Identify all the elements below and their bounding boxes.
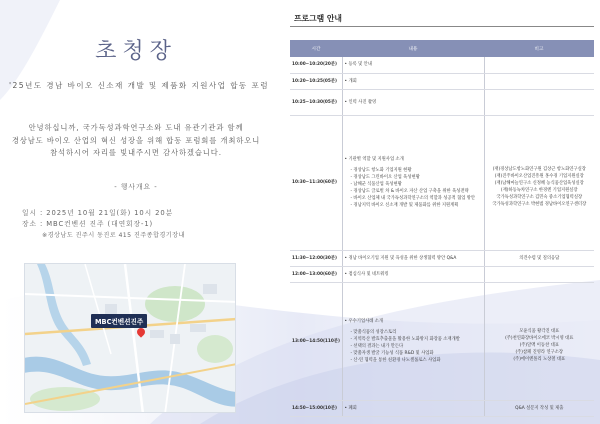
invitation-title: 초청장 (95, 39, 177, 64)
program-content-line: 점심식사 및 네트워킹 (348, 271, 389, 277)
program-title-divider (290, 26, 594, 27)
program-table-header (290, 40, 594, 57)
program-content (342, 400, 484, 416)
event-datetime: 일시 : 2025년 10월 21일(화) 10시 20분 (22, 209, 174, 217)
program-content (342, 266, 484, 282)
program-row (290, 57, 594, 73)
bullet-icon: • (344, 62, 348, 68)
program-title: 프로그램 안내 (294, 14, 342, 23)
bullet-icon: • (344, 157, 348, 162)
program-row (290, 115, 594, 250)
program-time: 10:20~10:25(05분) (290, 73, 342, 89)
program-content-line: 경남 바이오기업 지원 및 육성을 위한 상생협력 방안 Q&A (348, 255, 457, 261)
venue-map[interactable] (24, 263, 236, 413)
program-row (290, 400, 594, 416)
bullet-icon: • (344, 271, 348, 277)
program-table (290, 40, 594, 417)
program-content-line: - 지역특산 발효추출물을 활용한 노화방지 화장품 소재개발 (350, 337, 460, 342)
program-content-line: - 맞춤자생 발굴 기능성 식품 R&D 및 사업화 (350, 351, 434, 356)
greeting-line: 참석하시어 자리를 빛내주시면 감사하겠습니다. (50, 148, 222, 157)
greeting-line: 안녕하십니까, 국가독성과학연구소와 도내 유관기관과 함께 (28, 123, 244, 132)
program-content-line: 등록 및 안내 (348, 62, 372, 68)
program-remark (484, 400, 594, 416)
program-time: 12:00~13:00(60분) (290, 266, 342, 282)
program-remark (484, 73, 594, 89)
overview-heading: - 행사개요 - (114, 183, 158, 191)
event-info (22, 208, 272, 241)
program-content (342, 115, 484, 250)
program-remark (484, 266, 594, 282)
program-content-line: - 경상남도 항노화 기업지원 현황 (350, 168, 412, 173)
program-row (290, 282, 594, 400)
program-content-line: - 산·연 협력을 통한 친환경 나노셀룰로스 사업화 (350, 358, 441, 363)
program-remark-line: Q&A 설문지 작성 및 제출 (515, 405, 564, 411)
program-row (290, 89, 594, 115)
program-remark-line: (재)하동녹차연구소 한경엔 기업지원실장 (500, 187, 578, 193)
greeting-text (0, 122, 272, 160)
program-remark-line: (재)진주바이오산업진흥원 홍수경 기업지원실장 (494, 173, 584, 179)
program-content (342, 250, 484, 266)
program-remark-line: (재)남해마늘연구소 신정혜 농식품산업육성실장 (494, 180, 584, 186)
program-content-line: - 선택의 결과는 내가 만든다 (350, 344, 404, 349)
program-remark (484, 115, 594, 250)
program-remark-line: (주)에이엔폴리 노상철 대표 (513, 356, 566, 362)
program-panel (284, 0, 600, 424)
header-remark: 비고 (484, 40, 594, 57)
program-content-line: 우수기업사례 소개 (348, 319, 384, 324)
program-content-line: - 맞춤식품의 성장스토리 (350, 330, 397, 335)
program-time: 10:30~11:30(60분) (290, 115, 342, 250)
map-drawing (25, 264, 236, 413)
program-time: 10:00~10:20(20분) (290, 57, 342, 73)
greeting-line: 경상남도 바이오 산업의 혁신 성장을 위해 합동 포럼회를 개최하오니 (11, 135, 261, 145)
program-remark (484, 89, 594, 115)
bullet-icon: • (344, 78, 348, 84)
program-time: 10:25~10:30(05분) (290, 89, 342, 115)
program-content-line: 기관별 역할 및 지원사업 소개 (348, 157, 404, 162)
program-content-line: - 경상남도 그린바이오 산업 육성현황 (350, 175, 420, 180)
map-venue-label: MBC컨벤션진주 (91, 314, 147, 328)
program-remark-line: 모윤식품 황각진 대표 (519, 328, 560, 334)
program-content-line: - 바이오 산업체 내 국가독성과학연구소의 역할과 성공적 협업 방안 (350, 196, 476, 201)
program-remark-line: 국가독성과학연구소 박현범 경남바이오연구센터장 (492, 201, 587, 207)
program-remark (484, 282, 594, 400)
event-venue: 장소 : MBC컨벤션 진주 (대연회장-1) (22, 220, 154, 228)
header-content: 내용 (342, 40, 484, 57)
program-content-line: - 경상남도 글로벌 차 & 바이오 자산 산업 구축을 위한 육성전략 (350, 189, 469, 194)
program-time: 14:50~15:00(10분) (290, 400, 342, 416)
event-address: ※경상남도 진주시 동진로 415 진주종합경기장내 (42, 232, 185, 239)
event-name: '25년도 경남 바이오 신소재 개발 및 제품화 지원사업 합동 포럼 (9, 81, 269, 90)
program-remark-line: 의견수렴 및 질의응답 (519, 255, 560, 261)
program-remark-line: (재)경상남도항노화연구원 김상근 항노화연구실장 (492, 166, 586, 172)
bullet-icon: • (344, 405, 348, 411)
program-row (290, 73, 594, 89)
program-remark-line: (주)천연화장바이오에코 박시영 대표 (505, 335, 574, 341)
program-time: 11:30~12:00(30분) (290, 250, 342, 266)
program-content-line: 개회 (348, 78, 357, 84)
program-content (342, 89, 484, 115)
program-time: 13:00~14:50(110분) (290, 282, 342, 400)
program-remark (484, 57, 594, 73)
invitation-panel (0, 0, 272, 424)
program-content (342, 282, 484, 400)
program-content-line: 폐회 (348, 405, 357, 411)
bullet-icon: • (344, 255, 348, 261)
program-row (290, 250, 594, 266)
program-remark-line: 국가독성과학연구소 김민숙 중소기업협력실장 (496, 194, 583, 200)
program-content (342, 73, 484, 89)
header-time: 시간 (290, 40, 342, 57)
program-content-line: 인력 사진 촬영 (348, 99, 377, 105)
program-remark (484, 250, 594, 266)
program-remark-line: (주)참폐 진영라 연구소장 (515, 349, 564, 355)
program-remark-line: (주)달맥 이동찬 대표 (519, 342, 559, 348)
program-content (342, 57, 484, 73)
bullet-icon: • (344, 319, 348, 324)
bullet-icon: • (344, 99, 348, 105)
program-content-line: - 경남지역 바이오 신소재 개발 및 제품화를 위한 지원계획 (350, 203, 459, 208)
program-row (290, 266, 594, 282)
program-content-line: - 남해군 식품산업 육성현황 (350, 182, 402, 187)
